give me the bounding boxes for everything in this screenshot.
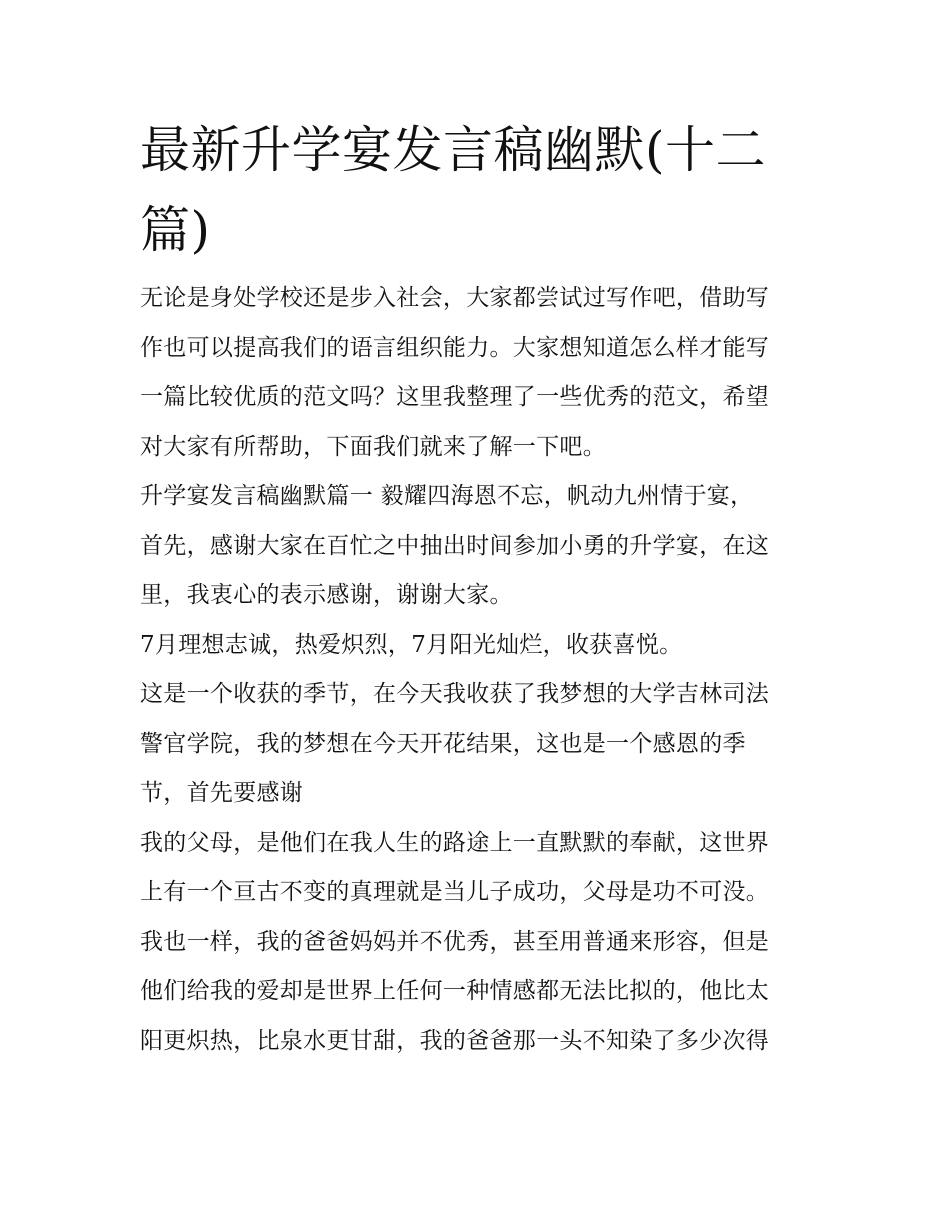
text-line: 对大家有所帮助，下面我们就来了解一下吧。 <box>140 433 606 460</box>
text-line: 我也一样，我的爸爸妈妈并不优秀，甚至用普通来形容，但是 <box>140 928 770 955</box>
text-line: 警官学院，我的梦想在今天开花结果，这也是一个感恩的季 <box>140 730 746 757</box>
title-line: 篇) <box>140 201 211 259</box>
text-line: 这是一个收获的季节，在今天我收获了我梦想的大学吉林司法 <box>140 681 770 707</box>
text-line: 首先，感谢大家在百忙之中抽出时间参加小勇的升学宴，在这 <box>140 532 770 559</box>
paragraph-july <box>140 621 815 671</box>
paragraph-parents <box>140 819 815 1067</box>
title-line: 最新升学宴发言稿幽默(十二 <box>140 121 767 179</box>
document-page <box>140 110 815 1066</box>
text-line: 里，我衷心的表示感谢，谢谢大家。 <box>140 582 513 608</box>
text-line: 我的父母，是他们在我人生的路途上一直默默的奉献，这世界 <box>140 829 770 856</box>
text-line: 他们给我的爱却是世界上任何一种情感都无法比拟的，他比太 <box>140 978 770 1004</box>
text-line: 上有一个亘古不变的真理就是当儿子成功，父母是功不可没。 <box>140 879 770 905</box>
paragraph-harvest <box>140 670 815 819</box>
paragraph-speech-opening <box>140 472 815 621</box>
text-line: 升学宴发言稿幽默篇一 毅耀四海恩不忘，帆动九州情于宴， <box>140 483 754 509</box>
text-line: 作也可以提高我们的语言组织能力。大家想知道怎么样才能写 <box>140 334 770 361</box>
text-line: 7月理想志诚，热爱炽烈，7月阳光灿烂，收获喜悦。 <box>140 631 683 658</box>
document-title <box>140 110 815 270</box>
text-line: 节，首先要感谢 <box>140 780 304 806</box>
text-line: 阳更炽热，比泉水更甘甜，我的爸爸那一头不知染了多少次得 <box>140 1027 770 1054</box>
paragraph-intro <box>140 274 815 472</box>
text-line: 一篇比较优质的范文吗？这里我整理了一些优秀的范文，希望 <box>140 384 770 410</box>
text-line: 无论是身处学校还是步入社会，大家都尝试过写作吧，借助写 <box>140 285 770 311</box>
